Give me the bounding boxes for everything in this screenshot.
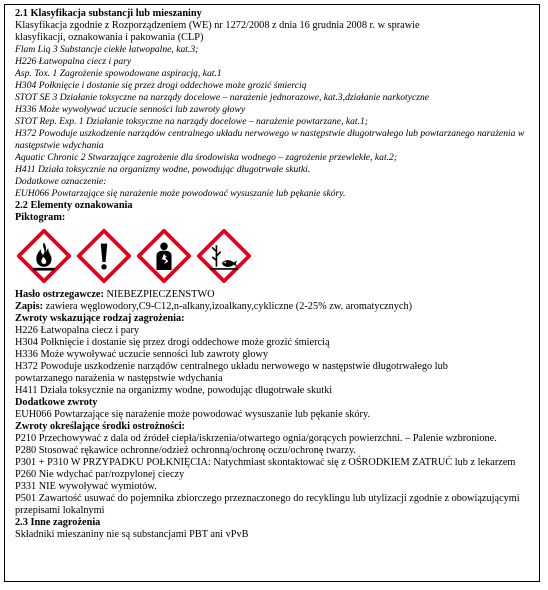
hazard-statement: H336 Może wywoływać uczucie senności lub zawroty głowy: [15, 349, 269, 360]
additional-statement: EUH066 Powtarzające się narażenie może powodować wysuszanie lub pękanie skóry.: [15, 409, 371, 420]
signal-word-value: NIEBEZPIECZEŃSTWO: [103, 289, 215, 300]
hazard-statement: H411 Działa toksycznie na organizmy wodne, powodując długotrwałe skutki: [15, 385, 333, 396]
classification-line: H304 Połknięcie i dostanie się przez drogi oddechowe może grozić śmiercią: [15, 80, 307, 91]
classification-line: Flam Liq 3 Substancje ciekłe łatwopalne, kat.3;: [15, 44, 199, 55]
section-2-3-heading: 2.3 Inne zagrożenia: [15, 517, 101, 528]
precautionary-statement: P210 Przechowywać z dala od źródeł ciepła/iskrzenia/otwartego ognia/gorących powierzchni. – Palenie wzbronione.: [15, 433, 497, 444]
classification-line: H226 Łatwopalna ciecz i pary: [15, 56, 132, 67]
health-hazard-icon: [137, 229, 191, 283]
hazard-statement: H226 Łatwopalna ciecz i pary: [15, 325, 140, 336]
classification-line: H372 Powoduje uszkodzenie narządów centralnego układu nerwowego w następstwie długotrwałego lub powtarzanego narażenia w następstwie wdychania: [15, 128, 525, 151]
hazard-statement: H304 Połknięcie i dostanie się przez drogi oddechowe może grozić śmiercią: [15, 337, 330, 348]
contains-label: Zapis:: [15, 301, 44, 312]
classification-line: Aquatic Chronic 2 Stwarzające zagrożenie dla środowiska wodnego – zagrożenie przewlekłe, kat.2;: [15, 152, 398, 163]
precautionary-statement: P331 NIE wywoływać wymiotów.: [15, 481, 157, 492]
pictogram-row: [17, 227, 533, 285]
precautionary-statement: P280 Stosować rękawice ochronne/odzież ochronną/ochronę oczu/ochronę twarzy.: [15, 445, 356, 456]
environment-icon: [197, 229, 251, 283]
classification-line: STOT SE 3 Działanie toksyczne na narządy docelowe – narażenie jednorazowe, kat.3,działanie narkotyczne: [15, 92, 429, 103]
hazard-statements-heading: Zwroty wskazujące rodzaj zagrożenia:: [15, 313, 185, 324]
section-2-2-heading: 2.2 Elementy oznakowania: [15, 200, 133, 211]
additional-statements-heading: Dodatkowe zwroty: [15, 397, 98, 408]
contains-value: zawiera węglowodory,C9-C12,n-alkany,izoalkany,cykliczne (2-25% zw. aromatycznych): [43, 301, 413, 312]
sds-section-2: [4, 4, 540, 582]
exclamation-icon: [77, 229, 131, 283]
classification-line: EUH066 Powtarzające się narażenie może powodować wysuszanie lub pękanie skóry.: [15, 188, 346, 199]
classification-line: STOT Rep. Exp. 1 Działanie toksyczne na narządy docelowe – narażenie powtarzane, kat.1;: [15, 116, 368, 127]
flame-icon: [17, 229, 71, 283]
hazard-statement: H372 Powoduje uszkodzenie narządów centralnego układu nerwowego w następstwie długotrwałego lub powtarzanego narażenia w następstwie wdychania: [15, 361, 448, 384]
precautionary-statement: P501 Zawartość usuwać do pojemnika zbiorczego przeznaczonego do recyklingu lub utylizacji zgodnie z obowiązującymi przepisami lokalnymi: [15, 493, 520, 516]
classification-line: H411 Działa toksycznie na organizmy wodne, powodując długotrwałe skutki.: [15, 164, 311, 175]
precautionary-statement: P260 Nie wdychać par/rozpylonej cieczy: [15, 469, 185, 480]
contains-line: [15, 301, 533, 313]
pictogram-label: Piktogram:: [15, 212, 66, 223]
signal-word-line: [15, 289, 533, 301]
classification-line: H336 Może wywoływać uczucie senności lub zawroty głowy: [15, 104, 246, 115]
precautionary-statements-heading: Zwroty określające środki ostrożności:: [15, 421, 185, 432]
classification-line: Dodatkowe oznaczenie:: [15, 176, 107, 187]
classification-intro: Klasyfikacja zgodnie z Rozporządzeniem (WE) nr 1272/2008 z dnia 16 grudnia 2008 r. w sprawie klasyfikacji, oznakowania i pakowania (CLP): [15, 20, 420, 43]
other-hazards-text: Składniki mieszaniny nie są substancjami PBT ani vPvB: [15, 529, 249, 540]
signal-word-label: Hasło ostrzegawcze:: [15, 289, 104, 300]
precautionary-statement: P301 + P310 W PRZYPADKU POŁKNIĘCIA: Natychmiast skontaktować się z OŚRODKIEM ZATRUĆ lub z lekarzem: [15, 457, 516, 468]
classification-line: Asp. Tox. 1 Zagrożenie spowodowane aspiracją, kat.1: [15, 68, 222, 79]
section-2-1-heading: 2.1 Klasyfikacja substancji lub mieszaniny: [15, 8, 202, 19]
